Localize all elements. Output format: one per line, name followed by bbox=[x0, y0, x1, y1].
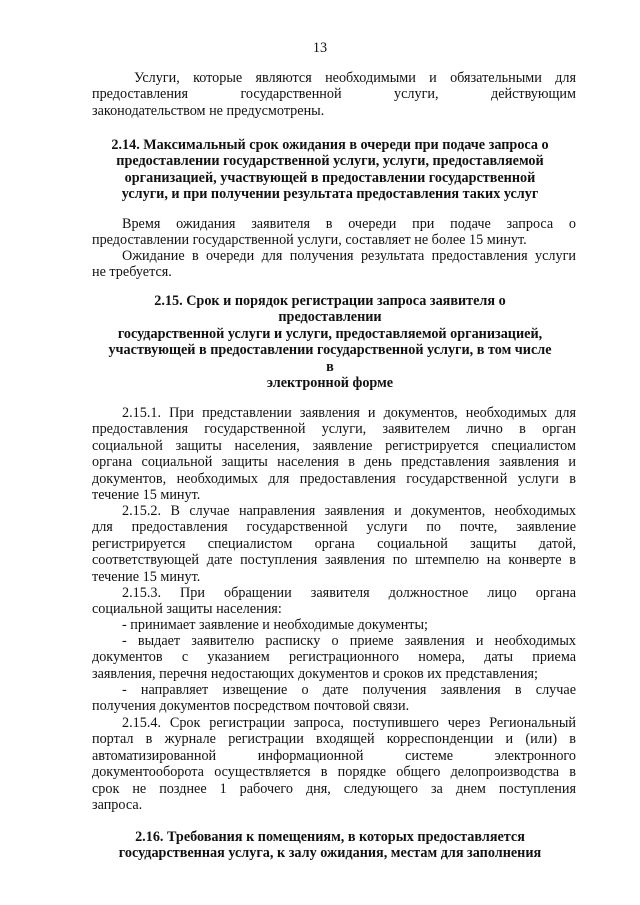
heading-line: 2.16. Требования к помещениям, в которых предоставляется bbox=[135, 829, 525, 845]
paragraph-2-15-3 bbox=[92, 585, 576, 618]
text-line: портал в журнале регистрации входящей корреспонденции и (или) в bbox=[92, 731, 576, 748]
text-line: соответствующей дате поступления заявления по штемпелю на конверте в bbox=[92, 552, 576, 569]
text-line: документов с указанием регистрационного номера, даты приема bbox=[92, 649, 576, 666]
text-line: 2.15.1. При представлении заявления и документов, необходимых для bbox=[122, 405, 576, 421]
text-line: течение 15 минут. bbox=[92, 487, 201, 504]
paragraph-2-15-1 bbox=[92, 405, 576, 503]
heading-line: организацией, участвующей в предоставлении государственной bbox=[124, 169, 536, 186]
heading-line: государственной услуги и услуги, предоставляемой организацией, bbox=[117, 325, 543, 342]
paragraph-services bbox=[92, 70, 576, 119]
text-line: срок не позднее 1 рабочего дня, следующего за днем поступления bbox=[92, 780, 576, 797]
bullet-receipt bbox=[92, 633, 576, 682]
page-number: 13 bbox=[312, 40, 328, 56]
text-line: автоматизированной информационной системе электронного bbox=[92, 747, 576, 764]
paragraph-wait-time bbox=[92, 216, 576, 249]
heading-line: предоставлении bbox=[278, 309, 382, 326]
text-line: - направляет извещение о дате получения заявления в случае bbox=[122, 682, 576, 698]
text-line: социальной защиты населения: bbox=[92, 601, 282, 618]
paragraph-2-15-2 bbox=[92, 503, 576, 585]
text-line: 2.15.2. В случае направления заявления и документов, необходимых bbox=[122, 503, 576, 519]
text-line: 2.15.4. Срок регистрации запроса, поступившего через Региональный bbox=[122, 715, 576, 731]
text-line: - выдает заявителю расписку о приеме заявления и необходимых bbox=[122, 633, 576, 649]
heading-line: участвующей в предоставлении государственной услуги, в том числе bbox=[108, 342, 552, 359]
text-line: получения документов посредством почтовой связи. bbox=[92, 698, 410, 715]
text-line: Услуги, которые являются необходимыми и обязательными для bbox=[134, 70, 576, 86]
text-line: регистрируется специалистом органа социальной защиты датой, bbox=[92, 535, 576, 552]
text-line: для предоставления государственной услуги по почте, заявление bbox=[92, 519, 576, 536]
text-line: - принимает заявление и необходимые документы; bbox=[122, 617, 428, 633]
heading-line: электронной форме bbox=[266, 375, 394, 392]
text-line: органа социальной защиты населения в день представления заявления и bbox=[92, 454, 576, 471]
text-line: Время ожидания заявителя в очереди при подаче запроса о bbox=[122, 216, 576, 232]
text-line: документооборота осуществляется в порядке общего делопроизводства в bbox=[92, 764, 576, 781]
paragraph-2-15-4 bbox=[92, 715, 576, 813]
heading-line: предоставлении государственной услуги, услуги, предоставляемой bbox=[116, 153, 544, 170]
heading-2-14 bbox=[80, 137, 580, 203]
text-line: предоставления государственной услуги, действующим bbox=[92, 86, 576, 103]
text-line: предоставлении государственной услуги, составляет не более 15 минут. bbox=[92, 232, 527, 249]
text-line: не требуется. bbox=[92, 264, 172, 281]
heading-2-15 bbox=[80, 293, 580, 391]
text-line: течение 15 минут. bbox=[92, 568, 201, 585]
text-line: социальной защиты населения, заявление регистрируется специалистом bbox=[92, 437, 576, 454]
text-line: 2.15.3. При обращении заявителя должностное лицо органа bbox=[122, 585, 576, 601]
heading-line: 2.15. Срок и порядок регистрации запроса заявителя о bbox=[154, 293, 506, 309]
text-line: документов, необходимых для предоставления государственной услуги в bbox=[92, 470, 576, 487]
text-line: запроса. bbox=[92, 797, 143, 814]
bullet-accepts bbox=[92, 617, 576, 633]
bullet-notice bbox=[92, 682, 576, 715]
heading-line: 2.14. Максимальный срок ожидания в очереди при подаче запроса о bbox=[111, 137, 549, 153]
text-line: заявления, перечня недостающих документов и сроков их представления; bbox=[92, 665, 538, 682]
heading-2-16 bbox=[80, 829, 580, 862]
text-line: законодательством не предусмотрены. bbox=[92, 102, 325, 119]
text-line: предоставления государственной услуги, заявителем лично в орган bbox=[92, 421, 576, 438]
heading-line: государственная услуга, к залу ожидания, местам для заполнения bbox=[118, 845, 542, 862]
heading-line: в bbox=[326, 358, 334, 375]
heading-line: услуги, и при получении результата предоставления таких услуг bbox=[121, 186, 539, 203]
paragraph-wait-result bbox=[92, 248, 576, 281]
text-line: Ожидание в очереди для получения результата предоставления услуги bbox=[122, 248, 576, 264]
